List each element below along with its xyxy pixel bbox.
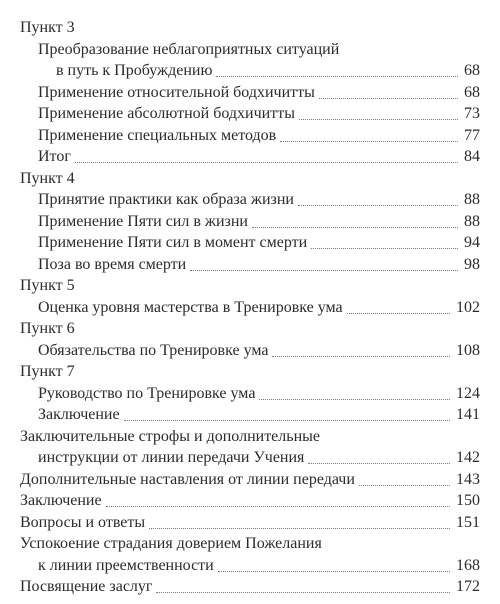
toc-row: [0, 555, 500, 577]
toc-entry-title: Заключение: [20, 490, 106, 512]
toc-dot-leader: [252, 226, 458, 228]
toc-dot-leader: [311, 247, 458, 249]
toc-page-number: 88: [458, 211, 480, 233]
toc-row: [0, 404, 500, 426]
toc-row: [0, 340, 500, 362]
toc-row: [0, 447, 500, 469]
toc-row: [0, 125, 500, 147]
toc-page-number: 141: [450, 404, 480, 426]
toc-dot-leader: [308, 462, 450, 464]
toc-row: [0, 17, 500, 39]
toc-dot-leader: [75, 161, 458, 163]
toc-entry-title: Применение относительной бодхичитты: [38, 82, 319, 104]
toc-entry-title: Применение специальных методов: [38, 125, 280, 147]
toc-page-number: 168: [450, 555, 480, 577]
toc-row: [0, 168, 500, 190]
toc-page-number: 88: [458, 189, 480, 211]
toc-entry: [38, 211, 480, 233]
toc-dot-leader: [218, 570, 450, 572]
toc-row: [0, 361, 500, 383]
toc-row: [0, 426, 500, 448]
toc-page-number: 102: [450, 297, 480, 319]
toc-entry-title: Применение Пяти сил в момент смерти: [38, 232, 311, 254]
toc-entry-title: Пункт 4: [20, 168, 75, 190]
toc-row: [0, 318, 500, 340]
toc-section-heading: [20, 318, 480, 340]
toc-entry: [20, 533, 480, 555]
toc-row: [0, 189, 500, 211]
toc-entry-title: Пункт 6: [20, 318, 75, 340]
toc-row: [0, 103, 500, 125]
toc-row: [0, 82, 500, 104]
toc-entry-title: в путь к Пробуждению: [56, 60, 216, 82]
toc-dot-leader: [190, 269, 458, 271]
toc-dot-leader: [280, 140, 458, 142]
toc-entry: [56, 60, 480, 82]
toc-entry: [38, 340, 480, 362]
toc-entry-title: к линии преемственности: [38, 555, 218, 577]
toc-row: [0, 39, 500, 61]
toc-entry: [20, 512, 480, 534]
toc-row: [0, 211, 500, 233]
toc-dot-leader: [216, 75, 458, 77]
toc-row: [0, 275, 500, 297]
toc-row: [0, 512, 500, 534]
toc-entry-title: Применение абсолютной бодхичитты: [38, 103, 299, 125]
toc-dot-leader: [359, 484, 450, 486]
toc-entry: [38, 383, 480, 405]
toc-dot-leader: [347, 312, 450, 314]
toc-row: [0, 533, 500, 555]
toc-entry-title: Итог: [38, 146, 75, 168]
toc-row: [0, 383, 500, 405]
toc-row: [0, 576, 500, 598]
toc-entry-title: Заключение: [38, 404, 124, 426]
toc-page-number: 68: [458, 82, 480, 104]
toc-entry-title: Поза во время смерти: [38, 254, 190, 276]
toc-entry-title: Посвящение заслуг: [20, 576, 156, 598]
toc-entry: [38, 103, 480, 125]
toc-entry-title: Применение Пяти сил в жизни: [38, 211, 252, 233]
toc-entry-title: Обязательства по Тренировке ума: [38, 340, 272, 362]
toc-page-number: 68: [458, 60, 480, 82]
toc-page-number: 84: [458, 146, 480, 168]
toc-entry-title: инструкции от линии передачи Учения: [38, 447, 308, 469]
toc-entry: [38, 297, 480, 319]
toc-dot-leader: [259, 398, 450, 400]
toc-section-heading: [20, 361, 480, 383]
toc-dot-leader: [106, 505, 450, 507]
toc-dot-leader: [149, 527, 450, 529]
toc-entry: [38, 125, 480, 147]
toc-entry: [20, 426, 480, 448]
toc-page-number: 143: [450, 469, 480, 491]
toc-entry-title: Вопросы и ответы: [20, 512, 149, 534]
toc-page-number: 77: [458, 125, 480, 147]
toc-entry-title: Успокоение страдания доверием Пожелания: [20, 533, 326, 555]
toc-entry: [20, 576, 480, 598]
toc-entry: [38, 232, 480, 254]
toc-entry-title: Оценка уровня мастерства в Тренировке ума: [38, 297, 347, 319]
toc-row: [0, 232, 500, 254]
toc-entry: [20, 469, 480, 491]
toc-entry-title: Принятие практики как образа жизни: [38, 189, 298, 211]
toc-page-number: 73: [458, 103, 480, 125]
toc-row: [0, 60, 500, 82]
toc-entry: [38, 189, 480, 211]
toc-entry: [38, 146, 480, 168]
toc-dot-leader: [298, 204, 458, 206]
toc-entry-title: Пункт 3: [20, 17, 75, 39]
toc-dot-leader: [156, 591, 450, 593]
toc-row: [0, 146, 500, 168]
toc-dot-leader: [319, 97, 458, 99]
toc-section-heading: [20, 275, 480, 297]
toc-page-number: 108: [450, 340, 480, 362]
toc-entry: [38, 555, 480, 577]
toc-dot-leader: [272, 355, 450, 357]
toc-row: [0, 469, 500, 491]
toc-entry-title: Пункт 5: [20, 275, 75, 297]
toc-row: [0, 297, 500, 319]
toc-entry: [38, 447, 480, 469]
toc-entry-title: Заключительные строфы и дополнительные: [20, 426, 324, 448]
toc-row: [0, 254, 500, 276]
toc-section-heading: [20, 168, 480, 190]
toc-page-number: 172: [450, 576, 480, 598]
toc-page-number: 124: [450, 383, 480, 405]
toc-section-heading: [20, 17, 480, 39]
toc-page-number: 98: [458, 254, 480, 276]
toc-row: [0, 490, 500, 512]
toc-dot-leader: [299, 118, 458, 120]
toc-entry: [20, 490, 480, 512]
toc-entry-title: Дополнительные наставления от линии передачи: [20, 469, 359, 491]
toc-page-number: 151: [450, 512, 480, 534]
toc-entry-title: Руководство по Тренировке ума: [38, 383, 259, 405]
toc-entry-title: Преобразование неблагоприятных ситуаций: [38, 39, 343, 61]
toc-entry-title: Пункт 7: [20, 361, 75, 383]
toc-page-number: 150: [450, 490, 480, 512]
toc-entry: [38, 39, 480, 61]
toc-dot-leader: [124, 419, 450, 421]
toc-page-number: 94: [458, 232, 480, 254]
toc-entry: [38, 82, 480, 104]
toc-entry: [38, 254, 480, 276]
toc-entry: [38, 404, 480, 426]
toc-page-number: 142: [450, 447, 480, 469]
